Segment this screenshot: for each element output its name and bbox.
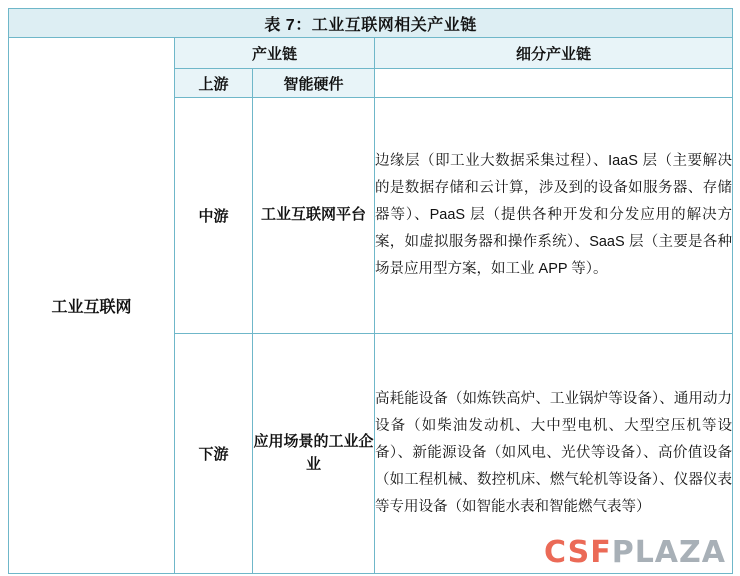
- segment-downstream: 应用场景的工业企业: [253, 334, 375, 574]
- header-sub-chain: 细分产业链: [375, 38, 733, 69]
- watermark-csf: CSF: [544, 535, 612, 570]
- description-upstream: [375, 69, 733, 98]
- table-title-row: [9, 9, 733, 38]
- table-title: 表 7：工业互联网相关产业链: [9, 9, 733, 38]
- description-downstream: 高耗能设备（如炼铁高炉、工业锅炉等设备）、通用动力设备（如柴油发动机、大中型电机、大型空压机等设备）、新能源设备（如风电、光伏等设备）、高价值设备（如工程机械、数控机床、燃气轮机等设备）、仪器仪表等专用设备（如智能水表和智能燃气表等）: [375, 334, 733, 574]
- tier-downstream: 下游: [175, 334, 253, 574]
- segment-midstream: 工业互联网平台: [253, 98, 375, 334]
- watermark-plaza: PLAZA: [611, 535, 726, 570]
- industrial-internet-chain-table: [8, 8, 733, 574]
- table-header-row: [9, 38, 733, 69]
- category-label: 工业互联网: [51, 299, 132, 316]
- header-chain: 产业链: [175, 38, 375, 69]
- category-cell: [9, 38, 175, 574]
- tier-midstream: 中游: [175, 98, 253, 334]
- segment-upstream: 智能硬件: [253, 69, 375, 98]
- tier-upstream: 上游: [175, 69, 253, 98]
- description-midstream: 边缘层（即工业大数据采集过程）、IaaS 层（主要解决的是数据存储和云计算，涉及到的设备如服务器、存储器等）、PaaS 层（提供各种开发和分发应用的解决方案，如虚拟服务器和操作系统）、SaaS 层（主要是各种场景应用型方案，如工业 APP 等）。: [375, 98, 733, 334]
